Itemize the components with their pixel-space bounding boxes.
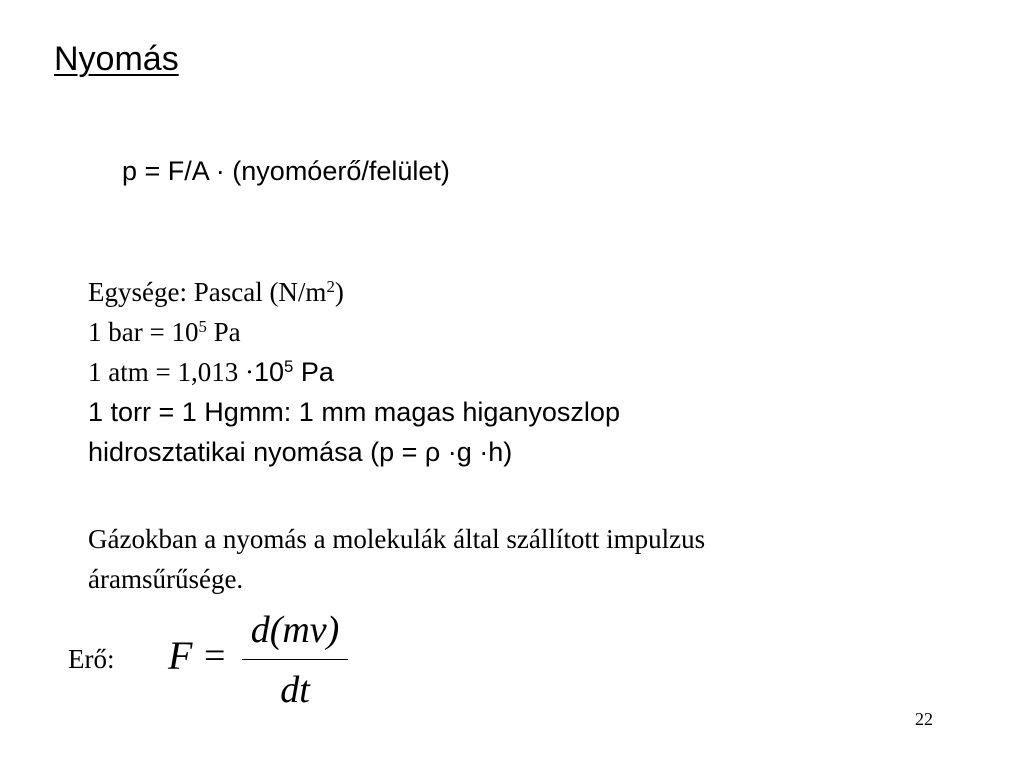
unit-bar-exponent: 5 xyxy=(198,316,207,336)
unit-torr-line: 1 torr = 1 Hgmm: 1 mm magas higanyoszlop xyxy=(88,397,620,427)
formula-lhs: F xyxy=(168,633,193,678)
gas-text-line-2: áramsűrűsége. xyxy=(88,564,244,594)
gas-text-line-1: Gázokban a nyomás a molekulák által szállított impulzus xyxy=(88,524,706,554)
gas-pressure-paragraph xyxy=(88,519,988,599)
unit-pascal-close: ) xyxy=(334,277,344,307)
unit-pascal-exponent: 2 xyxy=(326,276,335,296)
unit-bar-text: 1 bar = 10 xyxy=(88,317,199,347)
unit-pascal-line xyxy=(88,272,988,312)
pressure-definition: p = F/A · (nyomóerő/felület) xyxy=(122,156,450,186)
formula-fraction-bar xyxy=(242,659,348,660)
unit-bar-unit: Pa xyxy=(206,317,241,347)
unit-atm-line xyxy=(88,352,988,392)
unit-atm-text: 1 atm = 1,013 · xyxy=(88,357,254,387)
page-number: 22 xyxy=(915,709,933,729)
unit-atm-unit: Pa xyxy=(293,357,334,387)
unit-atm-power-base: 10 xyxy=(253,357,285,387)
force-label: Erő: xyxy=(68,644,115,674)
force-formula xyxy=(168,609,358,712)
unit-bar-line xyxy=(88,312,988,352)
slide-title: Nyomás xyxy=(54,40,179,78)
unit-atm-exponent: 5 xyxy=(284,356,294,376)
formula-equals: = xyxy=(204,635,226,677)
formula-numerator: d(mv) xyxy=(250,609,340,651)
unit-pascal-text: Egysége: Pascal (N/m xyxy=(88,277,327,307)
unit-torr-line-2: hidrosztatikai nyomása (p = ρ ·g ·h) xyxy=(88,437,513,467)
formula-denominator: dt xyxy=(280,669,310,711)
units-block xyxy=(88,272,988,472)
